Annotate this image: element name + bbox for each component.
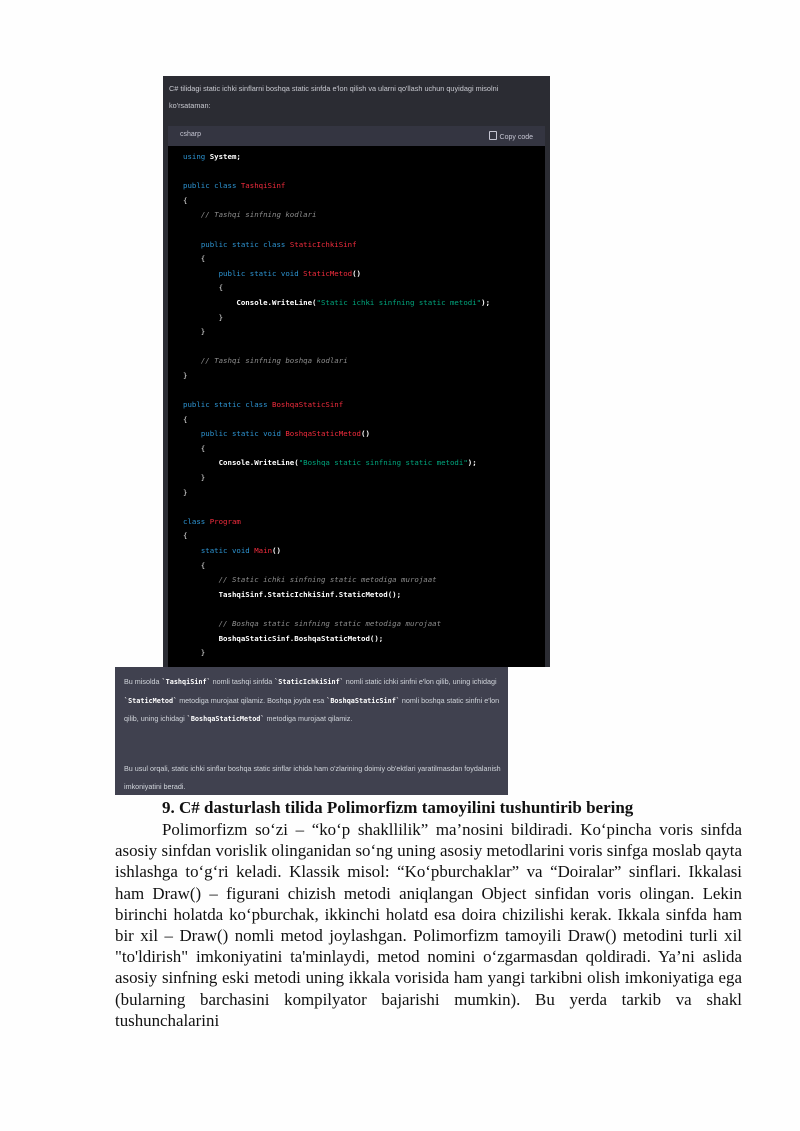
code-token: () <box>272 546 281 556</box>
copy-code-label: Copy code <box>499 134 533 141</box>
inline-code: `BoshqaStaticSinf` <box>326 696 400 705</box>
explanation-text: metodiga murojaat qilamiz. <box>264 714 353 723</box>
code-line <box>183 296 490 311</box>
code-token: } <box>183 370 188 380</box>
explanation-text: nomli static ichki sinfni e'lon qilib, uning ichidagi <box>343 677 497 686</box>
code-line <box>183 281 490 296</box>
explanation-text: nomli tashqi sinfda <box>210 677 275 686</box>
explanation-text: nomli boshqa static sinfni e'lon qilib, uning ichidagi <box>124 695 500 723</box>
body-paragraph: Polimorfizm so‘zi – “ko‘p shakllilik” ma’nosini bildiradi. Ko‘pincha voris sinfda asosiy sinfdan vorislik olinganidan so‘ng uning asosiy metodlarini voris sinfga moslab qayta ishlashga to‘g‘ri keladi. Klassik misol: “Ko‘pburchaklar” va “Doiralar” sinflari. Ikkalasi ham Draw() – figurani chizish metodi aniqlangan Object sinfidan voris olingan. Lekin birinchi holatda ko‘pburchak, ikkinchi holatd esa doira chizilishi kerak. Ikkala sinfda ham bir xil – Draw() nomli metod joylashgan. Polimorfizm tamoyili Draw() metodini turli xil "to'ldirish" imkoniyatini ta'minlaydi, metod nomini o‘zgarmasdan qoldiradi. Ya’ni aslida asosiy sinfning eski metodi uning ikkala vorisida ham yangi tarkibni olish imkoniyatiga ega (bularning barchasini kompilyator bajarishi mumkin). Bu yerda tarkib va shakl tushunchalarini <box>115 820 742 1030</box>
code-token: () <box>352 268 362 278</box>
code-token <box>183 546 201 555</box>
code-token: Console.WriteLine( <box>236 297 317 307</box>
code-token: public static void <box>218 268 299 278</box>
code-line <box>183 486 490 501</box>
code-token: public static void <box>200 429 281 439</box>
code-line <box>183 456 490 471</box>
code-line <box>183 340 490 355</box>
code-line <box>183 150 490 165</box>
code-token: Main <box>254 546 273 556</box>
code-token: // Boshqa static sinfning static metodiga murojaat <box>218 619 442 628</box>
code-token: static void <box>200 546 250 556</box>
inline-code: `BoshqaStaticMetod` <box>186 715 265 723</box>
section-heading: 9. C# dasturlash tilida Polimorfizm tamoyilini tushuntirib bering <box>162 798 634 817</box>
code-token: { <box>183 283 224 293</box>
code-token: "Static ichki sinfning static metodi" <box>316 297 482 307</box>
code-line <box>183 354 490 369</box>
code-token: } <box>183 487 188 497</box>
code-line <box>183 384 490 399</box>
code-line <box>183 208 490 223</box>
code-token: { <box>183 414 188 424</box>
explanation-text: metodiga murojaat qilamiz. Boshqa joyda esa <box>177 695 327 705</box>
code-line <box>183 559 490 574</box>
code-token: TashqiSinf.StaticIchkiSinf.StaticMetod(); <box>218 589 402 599</box>
code-line <box>183 413 490 428</box>
code-token: public class <box>183 181 237 191</box>
code-line <box>183 529 490 544</box>
code-token: // Tashqi sinfning kodlari <box>200 210 317 220</box>
code-line <box>183 252 490 267</box>
code-token: { <box>183 531 188 541</box>
code-token <box>183 575 219 584</box>
code-token <box>183 458 219 467</box>
code-line <box>183 500 490 515</box>
code-token: { <box>183 443 206 453</box>
code-line <box>183 573 490 588</box>
code-token: { <box>183 560 206 570</box>
code-line <box>183 646 490 661</box>
code-token: // Tashqi sinfning boshqa kodlari <box>200 356 348 366</box>
code-line <box>183 544 490 559</box>
explanation-paragraph-2: Bu usul orqali, static ichki sinflar boshqa static sinflar ichida ham o'zlarining doimiy ob'ektlari yaratilmasdan foydalanish imkoniyatini beradi. <box>124 764 501 791</box>
code-token: Console.WriteLine( <box>218 458 299 468</box>
code-token: public static class <box>200 239 286 249</box>
code-token <box>183 619 219 628</box>
code-line <box>183 238 490 253</box>
code-token: Program <box>209 516 241 526</box>
code-block-header <box>168 126 545 146</box>
code-line <box>183 588 490 603</box>
code-screenshot <box>163 76 550 667</box>
copy-code-button[interactable] <box>489 131 533 141</box>
code-token: } <box>183 648 206 658</box>
clipboard-icon <box>489 131 497 140</box>
code-line <box>183 165 490 180</box>
code-line <box>183 398 490 413</box>
code-token: class <box>183 516 206 526</box>
code-token <box>183 634 219 643</box>
inline-code: `TashqiSinf` <box>161 678 211 686</box>
code-token: { <box>183 195 188 205</box>
code-line <box>183 267 490 282</box>
inline-code: `StaticIchkiSinf` <box>274 678 344 686</box>
code-token: public static class <box>183 400 268 410</box>
code-token <box>183 269 219 278</box>
code-token: System; <box>209 152 241 161</box>
code-line <box>183 632 490 647</box>
explanation-panel <box>115 667 508 795</box>
code-line <box>183 442 490 457</box>
screenshot-intro-text: C# tilidagi static ichki sinflarni boshqa static sinfda e'lon qilish va ularni qo'llash uchun quyidagi misolni ko'rsataman: <box>169 84 499 110</box>
code-line <box>183 223 490 238</box>
code-token: BoshqaStaticSinf <box>272 400 344 410</box>
code-line <box>183 194 490 209</box>
code-line <box>183 427 490 442</box>
code-line <box>183 515 490 530</box>
code-language-label: csharp <box>180 131 202 138</box>
code-token: } <box>183 312 224 322</box>
code-token: ); <box>467 458 477 468</box>
code-token <box>183 210 201 219</box>
code-line <box>183 179 490 194</box>
code-token: StaticMetod <box>303 268 353 278</box>
code-token <box>183 429 201 438</box>
explanation-paragraph-1 <box>124 673 502 729</box>
code-line <box>183 325 490 340</box>
code-block <box>168 126 545 667</box>
code-token <box>183 590 219 599</box>
code-token <box>183 240 201 249</box>
code-token: { <box>183 254 206 264</box>
code-content <box>183 150 490 661</box>
code-token: BoshqaStaticMetod <box>285 429 362 439</box>
code-token: StaticIchkiSinf <box>289 239 357 249</box>
code-token: } <box>183 473 206 483</box>
code-line <box>183 311 490 326</box>
code-token: } <box>183 327 206 337</box>
code-token: "Boshqa static sinfning static metodi" <box>298 458 468 468</box>
code-token: using <box>183 152 206 161</box>
code-token: () <box>361 429 370 439</box>
code-line <box>183 602 490 617</box>
code-line <box>183 369 490 384</box>
code-token: // Static ichki sinfning static metodiga murojaat <box>218 575 437 585</box>
code-token: ); <box>481 297 491 307</box>
code-line <box>183 617 490 632</box>
code-token <box>183 356 201 365</box>
code-token <box>183 298 236 307</box>
code-line <box>183 471 490 486</box>
explanation-text: Bu misolda <box>124 677 162 686</box>
code-token: BoshqaStaticSinf.BoshqaStaticMetod(); <box>218 633 384 643</box>
code-token: TashqiSinf <box>240 181 286 191</box>
inline-code: `StaticMetod` <box>124 696 178 705</box>
